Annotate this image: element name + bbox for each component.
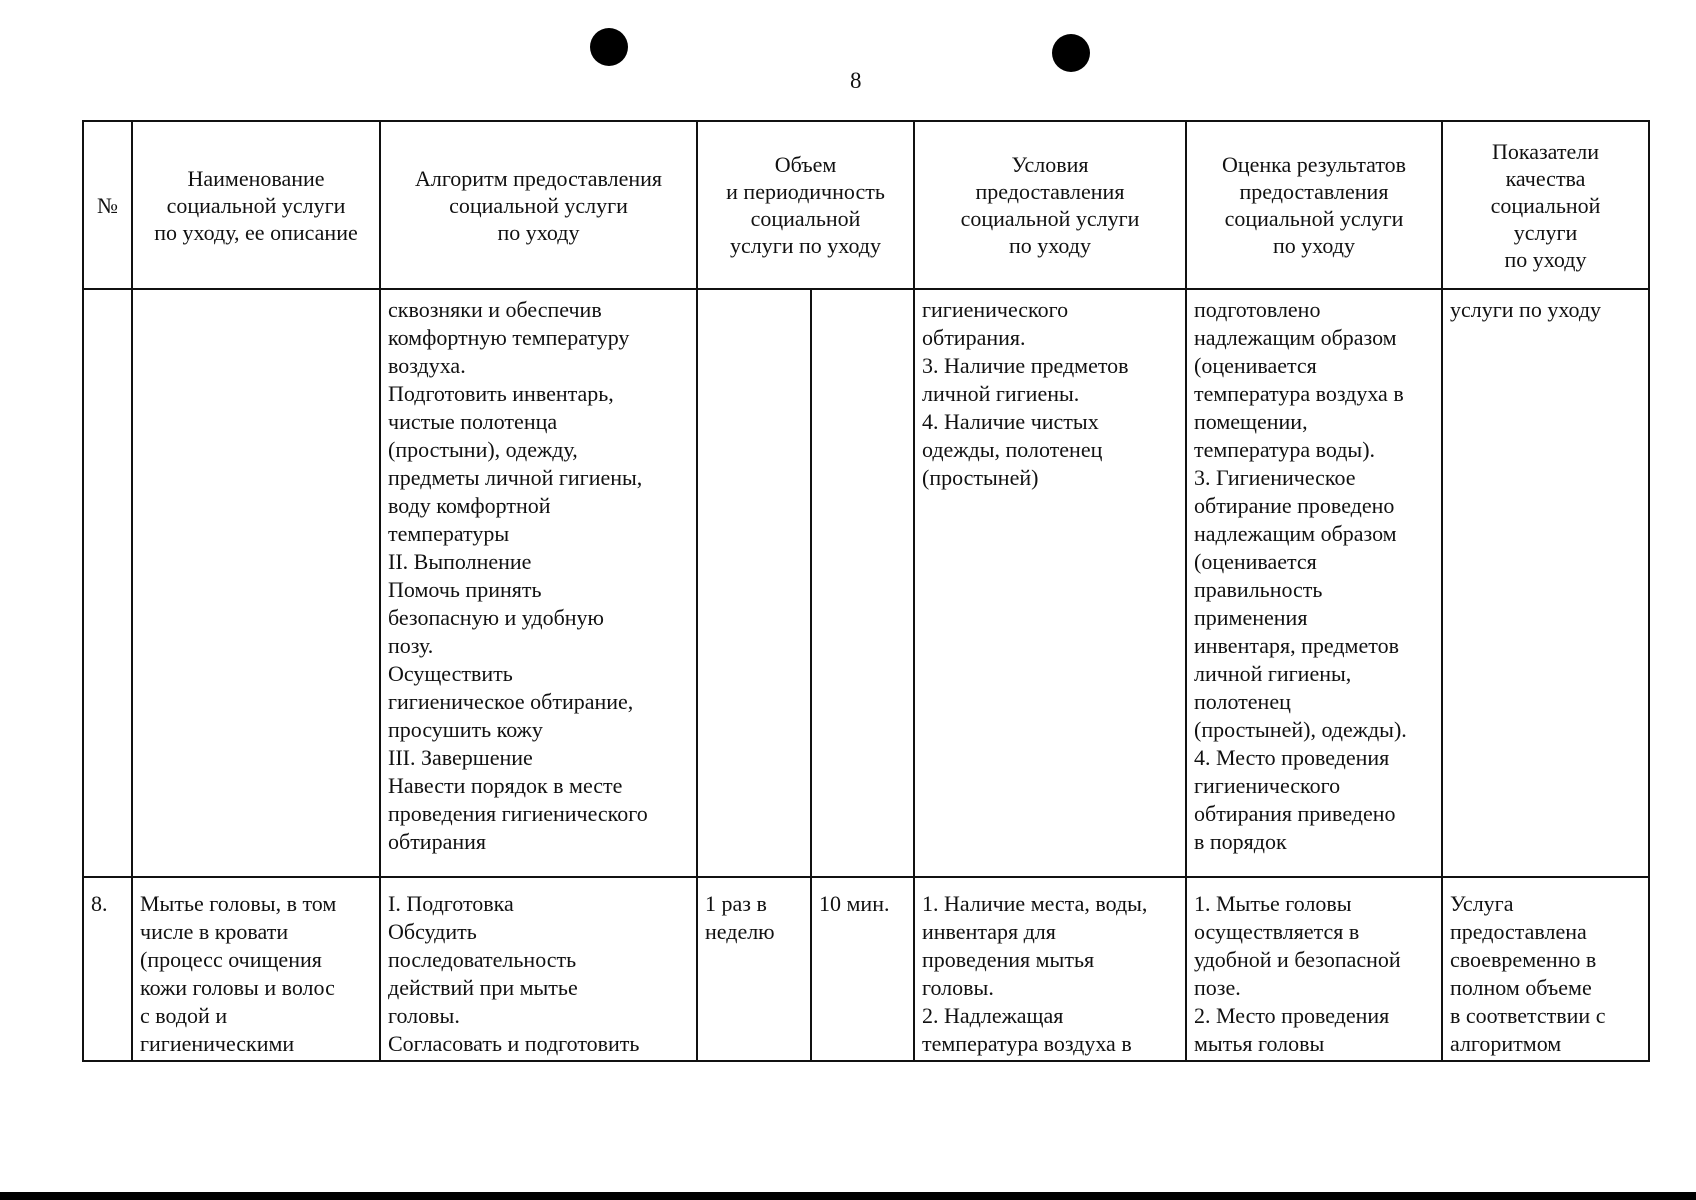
- table-row-continuation: [83, 289, 1649, 877]
- cell-frequency: [697, 289, 811, 877]
- header-num: №: [83, 121, 132, 289]
- header-row: [83, 121, 1649, 289]
- header-volume: Объем и периодичность социальной услуги по уходу: [697, 121, 914, 289]
- cell-evaluation: 1. Мытье головы осуществляется в удобной и безопасной позе. 2. Место проведения мытья головы: [1186, 877, 1442, 1061]
- cell-conditions: 1. Наличие места, воды, инвентаря для проведения мытья головы. 2. Надлежащая температура воздуха в: [914, 877, 1186, 1061]
- cell-conditions: гигиенического обтирания. 3. Наличие предметов личной гигиены. 4. Наличие чистых одежды, полотенец (простыней): [914, 289, 1186, 877]
- cell-algorithm: I. Подготовка Обсудить последовательность действий при мытье головы. Согласовать и подготовить: [380, 877, 697, 1061]
- cell-algorithm: сквозняки и обеспечив комфортную температуру воздуха. Подготовить инвентарь, чистые полотенца (простыни), одежду, предметы личной гигиены, воду комфортной температуры II. Выполнение Помочь принять безопасную и удобную позу. Осуществить гигиеническое обтирание, просушить кожу III. Завершение Навести порядок в месте проведения гигиенического обтирания: [380, 289, 697, 877]
- cell-duration: 10 мин.: [811, 877, 914, 1061]
- services-table-container: [82, 120, 1648, 1062]
- cell-evaluation: подготовлено надлежащим образом (оценивается температура воздуха в помещении, температура воды). 3. Гигиеническое обтирание проведено надлежащим образом (оценивается правильность применения инвентаря, предметов личной гигиены, полотенец (простыней), одежды). 4. Место проведения гигиенического обтирания приведено в порядок: [1186, 289, 1442, 877]
- header-conditions: Условия предоставления социальной услуги по уходу: [914, 121, 1186, 289]
- cell-duration: [811, 289, 914, 877]
- cell-name: [132, 289, 380, 877]
- punch-hole-right: [1052, 34, 1090, 72]
- cell-num: 8.: [83, 877, 132, 1061]
- header-algorithm: Алгоритм предоставления социальной услуги по уходу: [380, 121, 697, 289]
- cell-quality: услуги по уходу: [1442, 289, 1649, 877]
- header-quality: Показатели качества социальной услуги по уходу: [1442, 121, 1649, 289]
- cell-quality: Услуга предоставлена своевременно в полном объеме в соответствии с алгоритмом: [1442, 877, 1649, 1061]
- punch-hole-left: [590, 28, 628, 66]
- table-row-8: [83, 877, 1649, 1061]
- cell-num: [83, 289, 132, 877]
- services-table: [82, 120, 1650, 1062]
- cell-name: Мытье головы, в том числе в кровати (процесс очищения кожи головы и волос с водой и гигиеническими: [132, 877, 380, 1061]
- header-evaluation: Оценка результатов предоставления социальной услуги по уходу: [1186, 121, 1442, 289]
- page-number: 8: [850, 68, 862, 93]
- cell-frequency: 1 раз в неделю: [697, 877, 811, 1061]
- scan-bottom-edge: [0, 1192, 1696, 1200]
- header-name: Наименование социальной услуги по уходу, ее описание: [132, 121, 380, 289]
